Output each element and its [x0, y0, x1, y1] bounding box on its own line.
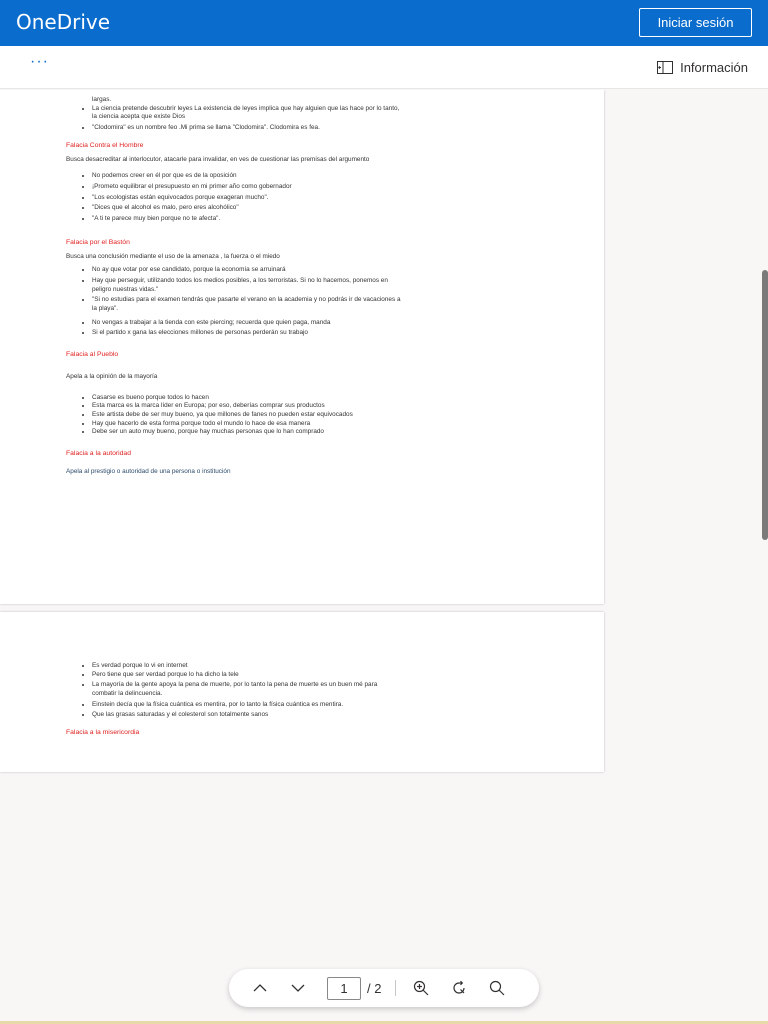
document-viewer[interactable]: [0, 90, 768, 1024]
search-button[interactable]: [478, 969, 516, 1007]
section-heading: Falacia al Pueblo: [66, 350, 119, 358]
list-item: • Casarse es bueno porque todos lo hacen: [92, 394, 401, 403]
section-heading: Falacia a la autoridad: [66, 449, 131, 457]
list-item: largas.: [92, 96, 112, 103]
chevron-up-icon: [253, 983, 267, 993]
list-item: • Pero tiene que ser verdad porque lo ha dicho la tele: [92, 671, 401, 680]
list-item: • "Si no estudias para el examen tendrás que pasarte el verano en la academia y no podrás ir de vacaciones a la playa".: [92, 296, 401, 313]
list-item: • No vengas a trabajar a la tienda con este piercing; recuerda que quien paga, manda: [92, 319, 401, 328]
zoom-in-icon: [413, 980, 429, 996]
sign-in-button[interactable]: Iniciar sesión: [639, 8, 752, 37]
list-item: • No ay que votar por ese candidato, porque la economía se arruinará: [92, 266, 401, 275]
list-item: • La ciencia pretende descubrir leyes La existencia de leyes implica que hay alguien que las hace por lo tanto, la ciencia acepta que existe Dios: [92, 105, 401, 122]
section-intro: Busca una conclusión mediante el uso de la amenaza , la fuerza o el miedo: [66, 252, 280, 260]
list-item: • Si el partido x gana las elecciones millones de personas perderán su trabajo: [92, 329, 401, 338]
list-item: • Debe ser un auto muy bueno, porque hay muchas personas que lo han comprado: [92, 428, 401, 437]
next-page-button[interactable]: [279, 969, 317, 1007]
list-item: • Hay que perseguir, utilizando todos los medios posibles, a los terroristas. Si no lo hacemos, ponemos en peligro nuestras vidas.": [92, 277, 401, 294]
rotate-button[interactable]: [440, 969, 478, 1007]
list-item: • Esta marca es la marca líder en Europa; por eso, deberías comprar sus productos: [92, 402, 401, 411]
info-label: Información: [680, 59, 748, 75]
zoom-in-button[interactable]: [402, 969, 440, 1007]
section-heading: Falacia por el Bastón: [66, 238, 130, 246]
chevron-down-icon: [291, 983, 305, 993]
app-header: [0, 0, 768, 46]
section-intro: Apela al prestigio o autoridad de una persona o institución: [66, 468, 231, 476]
more-options-button[interactable]: ···: [30, 53, 49, 70]
list-item: • Hay que hacerlo de esta forma porque todo el mundo lo hace de esa manera: [92, 420, 401, 429]
list-item: • No podemos creer en él por que es de la oposición: [92, 172, 401, 181]
document-page-1: [0, 90, 604, 604]
list-item: • "A ti te parece muy bien porque no te afecta".: [92, 215, 401, 224]
document-page-2: [0, 612, 604, 772]
previous-page-button[interactable]: [241, 969, 279, 1007]
section-intro: Busca desacreditar al interlocutor, atacarle para invalidar, en ves de cuestionar las premisas del argumento: [66, 155, 370, 163]
rotate-icon: [451, 980, 467, 996]
section-heading: Falacia a la misericordia: [66, 728, 140, 736]
info-panel-icon: [657, 61, 673, 74]
page-number-input[interactable]: 1: [327, 977, 361, 1000]
page-1-content: [66, 96, 401, 481]
command-bar: [0, 46, 768, 89]
page-total: / 2: [367, 980, 382, 996]
list-item: • ¡Prometo equilibrar el presupuesto en mi primer año como gobernador: [92, 183, 401, 192]
search-icon: [489, 980, 505, 996]
list-item: • Este artista debe de ser muy bueno, ya que millones de fanes no pueden estar equivocados: [92, 411, 401, 420]
list-item: • La mayoría de la gente apoya la pena de muerte, por lo tanto la pena de muerte es un buen mé para combatir la delincuencia.: [92, 681, 401, 698]
list-item: • Que las grasas saturadas y el colesterol son totalmente sanos: [92, 711, 401, 720]
vertical-scrollbar[interactable]: [762, 270, 768, 540]
app-title: OneDrive: [16, 10, 111, 34]
list-item: • "Clodomira" es un nombre feo .Mi prima se llama "Clodomira". Clodomira es fea.: [92, 124, 401, 133]
section-intro: Apela a la opinión de la mayoría: [66, 373, 158, 381]
list-item: • Es verdad porque lo vi en internet: [92, 662, 401, 671]
list-item: • Einstein decía que la física cuántica es mentira, por lo tanto la física cuántica es mentira.: [92, 701, 401, 710]
list-item: • "Los ecologistas están equivocados porque exageran mucho".: [92, 194, 401, 203]
toolbar-divider: [395, 980, 396, 996]
page-navigation-toolbar: [229, 969, 539, 1007]
page-2-content: [66, 662, 401, 743]
section-heading: Falacia Contra el Hombre: [66, 141, 144, 149]
info-button[interactable]: [657, 57, 748, 77]
list-item: • "Dices que el alcohol es malo, pero eres alcohólico": [92, 204, 401, 213]
